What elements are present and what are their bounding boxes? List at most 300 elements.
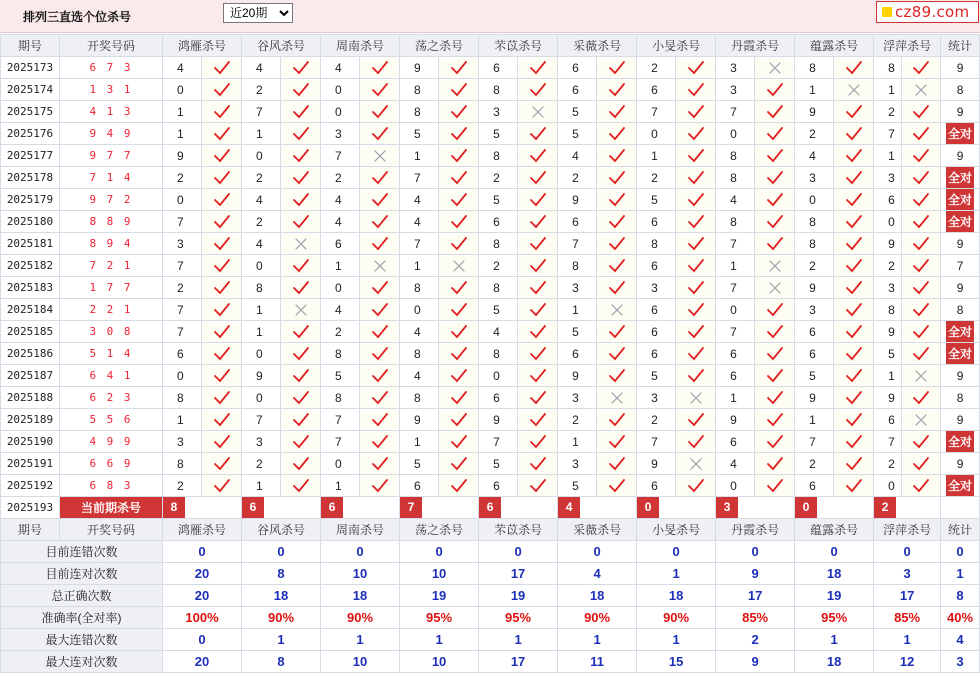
result-mark-cell (202, 343, 242, 365)
check-icon (766, 302, 784, 318)
kill-number-cell: 0 (874, 475, 902, 497)
check-icon (292, 126, 310, 142)
summary-value: 19 (795, 585, 874, 607)
result-mark-cell (676, 211, 716, 233)
cross-icon (608, 302, 626, 318)
result-mark-cell (202, 321, 242, 343)
check-icon (450, 82, 468, 98)
check-icon (292, 434, 310, 450)
summary-label: 准确率(全对率) (1, 607, 163, 629)
result-mark-cell (360, 233, 400, 255)
draw-number-cell: 1 3 1 (60, 79, 163, 101)
table-row (1, 57, 980, 79)
summary-total: 40% (941, 607, 980, 629)
kill-number-cell: 0 (321, 101, 360, 123)
kill-number-cell: 1 (163, 409, 202, 431)
summary-value: 0 (163, 541, 242, 563)
summary-value: 17 (716, 585, 795, 607)
col-header-expert: 浮萍杀号 (874, 35, 941, 57)
result-mark-cell (202, 365, 242, 387)
summary-value: 0 (400, 541, 479, 563)
result-mark-cell (597, 321, 637, 343)
result-mark-cell (281, 475, 321, 497)
check-icon (608, 192, 626, 208)
result-mark-cell (360, 365, 400, 387)
kill-number-cell: 2 (637, 57, 676, 79)
kill-number-cell: 2 (163, 277, 202, 299)
result-mark-cell (281, 255, 321, 277)
result-mark-cell (518, 79, 558, 101)
check-icon (529, 346, 547, 362)
kill-number-cell: 4 (400, 189, 439, 211)
check-icon (213, 82, 231, 98)
col-header-expert: 丹霞杀号 (716, 35, 795, 57)
result-mark-cell (902, 145, 941, 167)
kill-number-cell: 6 (637, 255, 676, 277)
result-mark-cell (755, 343, 795, 365)
current-kill-label: 当前期杀号 (60, 497, 163, 519)
kill-number-cell: 0 (479, 365, 518, 387)
check-icon (845, 280, 863, 296)
col-header-draw: 开奖号码 (60, 35, 163, 57)
result-mark-cell (902, 453, 941, 475)
result-mark-cell (202, 431, 242, 453)
summary-value: 0 (716, 541, 795, 563)
check-icon (292, 258, 310, 274)
summary-value: 1 (637, 563, 716, 585)
stat-cell: 8 (941, 387, 980, 409)
check-icon (766, 412, 784, 428)
check-icon (371, 324, 389, 340)
table-row (1, 409, 980, 431)
summary-value: 0 (637, 541, 716, 563)
current-kill-number: 6 (479, 497, 501, 518)
check-icon (912, 280, 930, 296)
kill-number-cell: 8 (795, 233, 834, 255)
kill-number-cell: 7 (163, 255, 202, 277)
stat-cell: 9 (941, 101, 980, 123)
summary-value: 0 (558, 541, 637, 563)
result-mark-cell (518, 277, 558, 299)
result-mark-cell (518, 167, 558, 189)
result-mark-cell (518, 145, 558, 167)
all-right-badge: 全对 (946, 475, 974, 496)
check-icon (213, 148, 231, 164)
summary-value: 2 (716, 629, 795, 651)
col-header-expert: 蕴露杀号 (795, 519, 874, 541)
kill-number-cell: 2 (795, 123, 834, 145)
check-icon (845, 368, 863, 384)
result-mark-cell (676, 431, 716, 453)
check-icon (450, 236, 468, 252)
check-icon (766, 126, 784, 142)
summary-value: 1 (874, 629, 941, 651)
check-icon (766, 324, 784, 340)
kill-number-cell: 3 (637, 387, 676, 409)
kill-number-cell: 4 (716, 453, 755, 475)
col-header-expert: 芣苡杀号 (479, 519, 558, 541)
kill-number-cell: 0 (637, 123, 676, 145)
result-mark-cell (597, 255, 637, 277)
kill-number-cell: 8 (479, 233, 518, 255)
summary-value: 90% (637, 607, 716, 629)
issue-cell: 2025188 (1, 387, 60, 409)
result-mark-cell (439, 343, 479, 365)
check-icon (529, 60, 547, 76)
summary-value: 10 (400, 563, 479, 585)
check-icon (292, 456, 310, 472)
result-mark-cell (755, 123, 795, 145)
check-icon (912, 390, 930, 406)
kill-number-cell: 5 (795, 365, 834, 387)
table-row (1, 189, 980, 211)
result-mark-cell (755, 211, 795, 233)
check-icon (687, 412, 705, 428)
check-icon (687, 170, 705, 186)
result-mark-cell (360, 409, 400, 431)
result-mark-cell (360, 145, 400, 167)
result-mark-cell (439, 387, 479, 409)
kill-number-cell: 9 (874, 233, 902, 255)
kill-number-cell: 8 (400, 79, 439, 101)
issue-cell: 2025185 (1, 321, 60, 343)
issue-cell: 2025175 (1, 101, 60, 123)
result-mark-cell (755, 387, 795, 409)
issue-cell: 2025187 (1, 365, 60, 387)
result-mark-cell (518, 343, 558, 365)
kill-number-cell: 8 (479, 79, 518, 101)
check-icon (529, 192, 547, 208)
kill-number-cell: 7 (242, 409, 281, 431)
check-icon (371, 126, 389, 142)
result-mark-cell (902, 299, 941, 321)
current-kill-cell (321, 497, 400, 519)
kill-number-cell: 0 (242, 145, 281, 167)
kill-number-cell: 4 (242, 189, 281, 211)
cross-icon (766, 258, 784, 274)
result-mark-cell (518, 321, 558, 343)
result-mark-cell (834, 123, 874, 145)
draw-number-cell: 6 8 3 (60, 475, 163, 497)
issue-cell: 2025174 (1, 79, 60, 101)
kill-number-cell: 8 (637, 233, 676, 255)
result-mark-cell (597, 365, 637, 387)
result-mark-cell (597, 343, 637, 365)
check-icon (529, 148, 547, 164)
kill-number-cell: 8 (874, 57, 902, 79)
check-icon (371, 192, 389, 208)
kill-number-cell: 4 (321, 211, 360, 233)
summary-value: 0 (242, 541, 321, 563)
check-icon (292, 280, 310, 296)
kill-number-cell: 5 (558, 475, 597, 497)
check-icon (687, 148, 705, 164)
check-icon (845, 258, 863, 274)
check-icon (608, 214, 626, 230)
table-row (1, 211, 980, 233)
check-icon (529, 258, 547, 274)
summary-value: 20 (163, 585, 242, 607)
issue-cell: 2025182 (1, 255, 60, 277)
cross-icon (845, 82, 863, 98)
kill-number-cell: 8 (716, 211, 755, 233)
check-icon (912, 302, 930, 318)
kill-number-cell: 1 (242, 321, 281, 343)
result-mark-cell (202, 57, 242, 79)
summary-total: 3 (941, 651, 980, 673)
result-mark-cell (281, 409, 321, 431)
check-icon (529, 324, 547, 340)
stat-cell (941, 431, 980, 453)
table-row (1, 255, 980, 277)
kill-number-cell: 3 (637, 277, 676, 299)
stat-cell (941, 123, 980, 145)
result-mark-cell (755, 255, 795, 277)
kill-number-cell: 1 (242, 123, 281, 145)
stat-cell (941, 211, 980, 233)
summary-value: 8 (242, 563, 321, 585)
check-icon (529, 126, 547, 142)
result-mark-cell (834, 189, 874, 211)
kill-number-cell: 9 (716, 409, 755, 431)
check-icon (529, 214, 547, 230)
kill-number-cell: 5 (558, 321, 597, 343)
kill-number-cell: 5 (479, 123, 518, 145)
result-mark-cell (676, 57, 716, 79)
result-mark-cell (834, 431, 874, 453)
summary-value: 90% (558, 607, 637, 629)
kill-number-cell: 2 (242, 79, 281, 101)
check-icon (529, 170, 547, 186)
result-mark-cell (597, 233, 637, 255)
result-mark-cell (834, 343, 874, 365)
summary-value: 20 (163, 651, 242, 673)
check-icon (912, 104, 930, 120)
issue-cell: 2025186 (1, 343, 60, 365)
check-icon (845, 60, 863, 76)
table-row (1, 453, 980, 475)
cross-icon (912, 412, 930, 428)
kill-number-cell: 6 (716, 343, 755, 365)
top-bar (0, 0, 980, 33)
table-row (1, 167, 980, 189)
result-mark-cell (676, 167, 716, 189)
check-icon (292, 192, 310, 208)
check-icon (450, 412, 468, 428)
kill-number-cell: 6 (637, 343, 676, 365)
result-mark-cell (202, 255, 242, 277)
result-mark-cell (518, 387, 558, 409)
kill-number-cell: 6 (400, 475, 439, 497)
kill-number-cell: 3 (242, 431, 281, 453)
result-mark-cell (281, 299, 321, 321)
check-icon (213, 324, 231, 340)
check-icon (213, 302, 231, 318)
col-header-expert: 小旻杀号 (637, 519, 716, 541)
check-icon (687, 478, 705, 494)
check-icon (687, 324, 705, 340)
draw-number-cell: 9 4 9 (60, 123, 163, 145)
check-icon (450, 280, 468, 296)
table-footer-header-row (1, 519, 980, 541)
all-right-badge: 全对 (946, 321, 974, 342)
kill-number-cell: 1 (242, 299, 281, 321)
table-row (1, 387, 980, 409)
check-icon (845, 456, 863, 472)
draw-number-cell: 4 9 9 (60, 431, 163, 453)
check-icon (608, 82, 626, 98)
kill-number-cell: 0 (163, 79, 202, 101)
page-title: 排列三直选个位杀号 (23, 10, 132, 24)
result-mark-cell (281, 79, 321, 101)
summary-value: 1 (637, 629, 716, 651)
check-icon (371, 346, 389, 362)
check-icon (912, 236, 930, 252)
stat-cell: 9 (941, 233, 980, 255)
result-mark-cell (902, 167, 941, 189)
kill-number-cell: 7 (716, 321, 755, 343)
col-header-expert: 周南杀号 (321, 35, 400, 57)
kill-number-cell: 0 (163, 189, 202, 211)
current-kill-cell (242, 497, 321, 519)
check-icon (766, 214, 784, 230)
table-row (1, 299, 980, 321)
check-icon (529, 390, 547, 406)
current-kill-number: 0 (637, 497, 659, 518)
check-icon (450, 346, 468, 362)
summary-value: 8 (242, 651, 321, 673)
draw-number-cell: 9 7 2 (60, 189, 163, 211)
kill-number-cell: 1 (874, 365, 902, 387)
summary-value: 9 (716, 651, 795, 673)
result-mark-cell (518, 211, 558, 233)
result-mark-cell (518, 101, 558, 123)
kill-number-cell: 4 (795, 145, 834, 167)
kill-number-cell: 6 (637, 299, 676, 321)
result-mark-cell (202, 101, 242, 123)
summary-value: 18 (795, 651, 874, 673)
result-mark-cell (597, 431, 637, 453)
kill-number-cell: 9 (874, 387, 902, 409)
kill-number-cell: 1 (321, 475, 360, 497)
kill-number-cell: 4 (321, 189, 360, 211)
stat-cell: 8 (941, 299, 980, 321)
period-select[interactable] (223, 3, 293, 23)
col-header-draw: 开奖号码 (60, 519, 163, 541)
kill-number-cell: 1 (874, 79, 902, 101)
kill-number-cell: 1 (716, 255, 755, 277)
check-icon (608, 324, 626, 340)
kill-number-cell: 6 (874, 409, 902, 431)
draw-number-cell: 8 8 9 (60, 211, 163, 233)
summary-value: 1 (321, 629, 400, 651)
result-mark-cell (202, 475, 242, 497)
result-mark-cell (360, 453, 400, 475)
stat-cell (941, 343, 980, 365)
result-mark-cell (902, 57, 941, 79)
result-mark-cell (834, 167, 874, 189)
check-icon (450, 478, 468, 494)
summary-value: 0 (874, 541, 941, 563)
summary-value: 10 (321, 651, 400, 673)
result-mark-cell (902, 277, 941, 299)
result-mark-cell (202, 409, 242, 431)
kill-number-cell: 8 (321, 343, 360, 365)
kill-number-cell: 1 (795, 409, 834, 431)
kill-number-cell: 3 (163, 431, 202, 453)
table-row (1, 123, 980, 145)
summary-value: 1 (242, 629, 321, 651)
issue-cell: 2025176 (1, 123, 60, 145)
kill-number-cell: 5 (321, 365, 360, 387)
check-icon (292, 148, 310, 164)
site-logo[interactable] (876, 1, 979, 23)
result-mark-cell (202, 387, 242, 409)
result-mark-cell (834, 101, 874, 123)
result-mark-cell (202, 277, 242, 299)
kill-number-cell: 6 (637, 475, 676, 497)
check-icon (687, 82, 705, 98)
issue-cell: 2025180 (1, 211, 60, 233)
result-mark-cell (360, 167, 400, 189)
kill-number-cell: 9 (874, 321, 902, 343)
check-icon (687, 192, 705, 208)
result-mark-cell (834, 409, 874, 431)
cross-icon (687, 390, 705, 406)
kill-number-cell: 2 (637, 167, 676, 189)
result-mark-cell (518, 255, 558, 277)
summary-value: 4 (558, 563, 637, 585)
check-icon (450, 60, 468, 76)
result-mark-cell (597, 409, 637, 431)
kill-number-cell: 6 (479, 475, 518, 497)
check-icon (766, 192, 784, 208)
kill-number-cell: 4 (400, 365, 439, 387)
kill-number-cell: 0 (874, 211, 902, 233)
current-kill-cell (479, 497, 558, 519)
check-icon (292, 412, 310, 428)
summary-label: 最大连错次数 (1, 629, 163, 651)
result-mark-cell (360, 321, 400, 343)
check-icon (766, 104, 784, 120)
result-mark-cell (439, 453, 479, 475)
result-mark-cell (360, 255, 400, 277)
result-mark-cell (360, 343, 400, 365)
result-mark-cell (597, 79, 637, 101)
check-icon (292, 214, 310, 230)
summary-total: 8 (941, 585, 980, 607)
result-mark-cell (902, 431, 941, 453)
kill-number-cell: 1 (400, 255, 439, 277)
result-mark-cell (439, 145, 479, 167)
col-header-expert: 鸿雁杀号 (163, 35, 242, 57)
issue-cell: 2025183 (1, 277, 60, 299)
cross-icon (766, 280, 784, 296)
check-icon (766, 148, 784, 164)
summary-value: 0 (163, 629, 242, 651)
kill-number-cell: 0 (716, 299, 755, 321)
summary-value: 19 (400, 585, 479, 607)
col-header-expert: 芣苡杀号 (479, 35, 558, 57)
kill-number-cell: 8 (795, 211, 834, 233)
result-mark-cell (202, 299, 242, 321)
check-icon (213, 478, 231, 494)
kill-number-cell: 6 (716, 365, 755, 387)
kill-number-cell: 9 (242, 365, 281, 387)
kill-number-cell: 3 (716, 57, 755, 79)
check-icon (608, 412, 626, 428)
check-icon (687, 280, 705, 296)
